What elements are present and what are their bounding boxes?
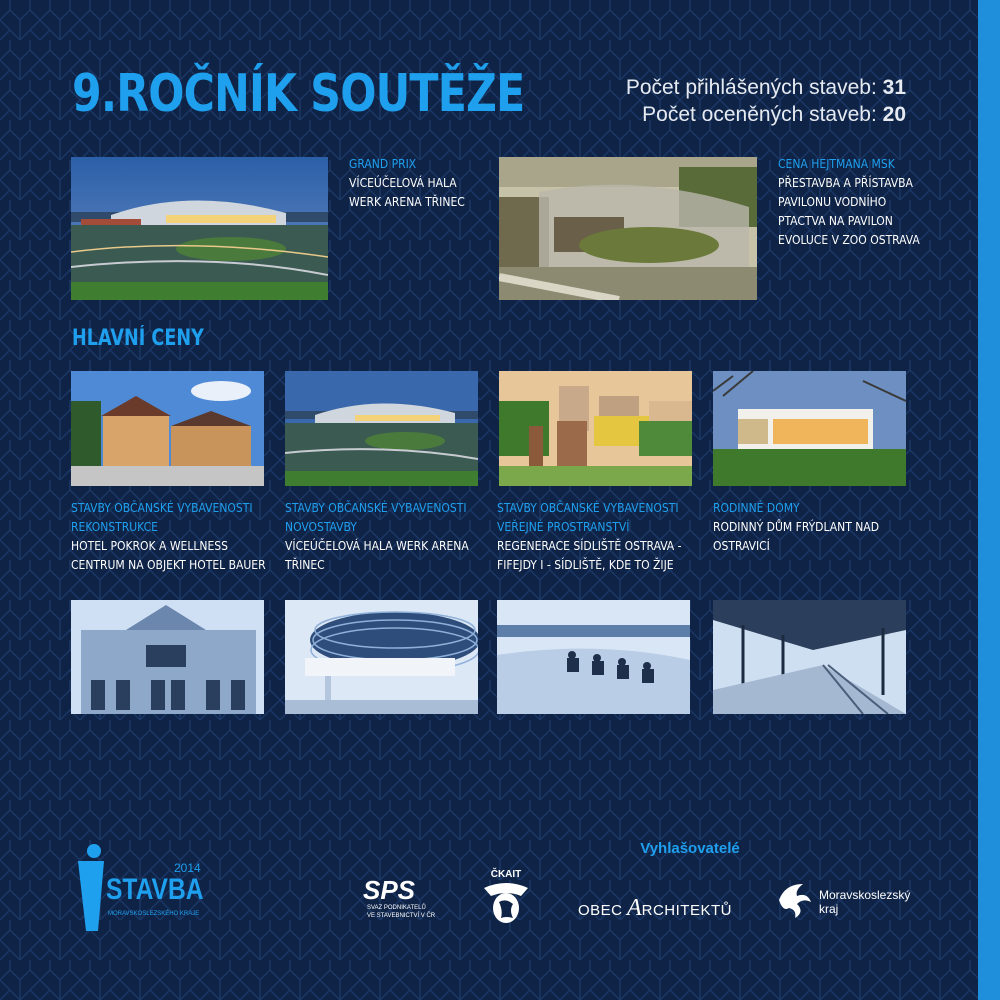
award-name: VÍCEÚČELOVÁ HALA WERK ARENA TŘINEC [285, 539, 469, 572]
photo-werk-arena [71, 157, 328, 300]
logo-sub: MORAVSKOSLEZSKÉHO KRAJE [108, 911, 200, 917]
caption-main-award-2 [285, 499, 485, 575]
caption-main-award-3 [497, 499, 697, 575]
entry-counts [626, 74, 906, 128]
photo-historic-building [71, 600, 264, 714]
award-category: GRAND PRIX [349, 157, 417, 171]
logo-name: STAVBA [106, 873, 204, 906]
caption-main-award-1 [71, 499, 271, 575]
right-accent-bar [978, 0, 1000, 1000]
award-category: CENA HEJTMANA MSK [778, 157, 895, 171]
caption-grand-prix [349, 155, 489, 212]
obec-architektu-logo: OBEC ARCHITEKTŮ [578, 895, 732, 921]
stavba-logo [72, 843, 202, 933]
award-subcategory: REKONSTRUKCE [71, 520, 158, 534]
award-category: STAVBY OBČANSKÉ VYBAVENOSTI [285, 501, 467, 515]
award-name: REGENERACE SÍDLIŠTĚ OSTRAVA - FIFEJDY I - SÍDLIŠTĚ, KDE TO ŽIJE [497, 539, 682, 572]
logo-year: 2014 [174, 861, 201, 875]
caption-cena-hejtmana [778, 155, 928, 250]
photo-rodinny-dum [713, 371, 906, 486]
award-category: STAVBY OBČANSKÉ VYBAVENOSTI [71, 501, 253, 515]
caption-main-award-4 [713, 499, 913, 556]
figure-icon [76, 843, 106, 931]
award-name: HOTEL POKROK A WELLNESS CENTRUM NA OBJEKT HOTEL BAUER [71, 539, 266, 572]
photo-hotel-pokrok [71, 371, 264, 486]
award-subcategory: VEŘEJNÉ PROSTRANSTVÍ [497, 520, 630, 534]
award-name: RODINNÝ DŮM FRÝDLANT NAD OSTRAVICÍ [713, 520, 880, 553]
photo-zoo-pavilion [499, 157, 757, 300]
photo-railway-station [713, 600, 906, 714]
sponsors-title: Vyhlašovatelé [640, 840, 740, 857]
photo-skating-track [497, 600, 690, 714]
photo-modern-building [285, 600, 478, 714]
award-category: RODINNÉ DOMY [713, 501, 800, 515]
msk-logo: Moravskoslezský kraj [775, 880, 915, 924]
photo-werk-arena-2 [285, 371, 478, 486]
ckait-emblem-icon [481, 880, 531, 926]
award-name: PŘESTAVBA A PŘÍSTAVBA PAVILONU VODNÍHO PTACTVA NA PAVILON EVOLUCE V ZOO OSTRAVA [778, 176, 920, 247]
section-title-main-awards: HLAVNÍ CENY [72, 326, 204, 351]
photo-sidliste-fifejdy [499, 371, 692, 486]
award-name: VÍCEÚČELOVÁ HALA WERK ARENA TŘINEC [349, 176, 465, 209]
ckait-logo: ČKAIT [476, 869, 536, 929]
msk-emblem-icon [775, 880, 815, 920]
award-category: STAVBY OBČANSKÉ VYBAVENOSTI [497, 501, 679, 515]
awarded-count: Počet oceněných staveb: 20 [642, 103, 906, 126]
sps-logo: SPS SVAZ PODNIKATELŮ VE STAVEBNICTVÍ V ČR [363, 875, 436, 919]
page-title: 9.ROČNÍK SOUTĚŽE [72, 64, 525, 124]
registered-count: Počet přihlášených staveb: 31 [625, 76, 906, 99]
award-subcategory: NOVOSTAVBY [285, 520, 357, 534]
